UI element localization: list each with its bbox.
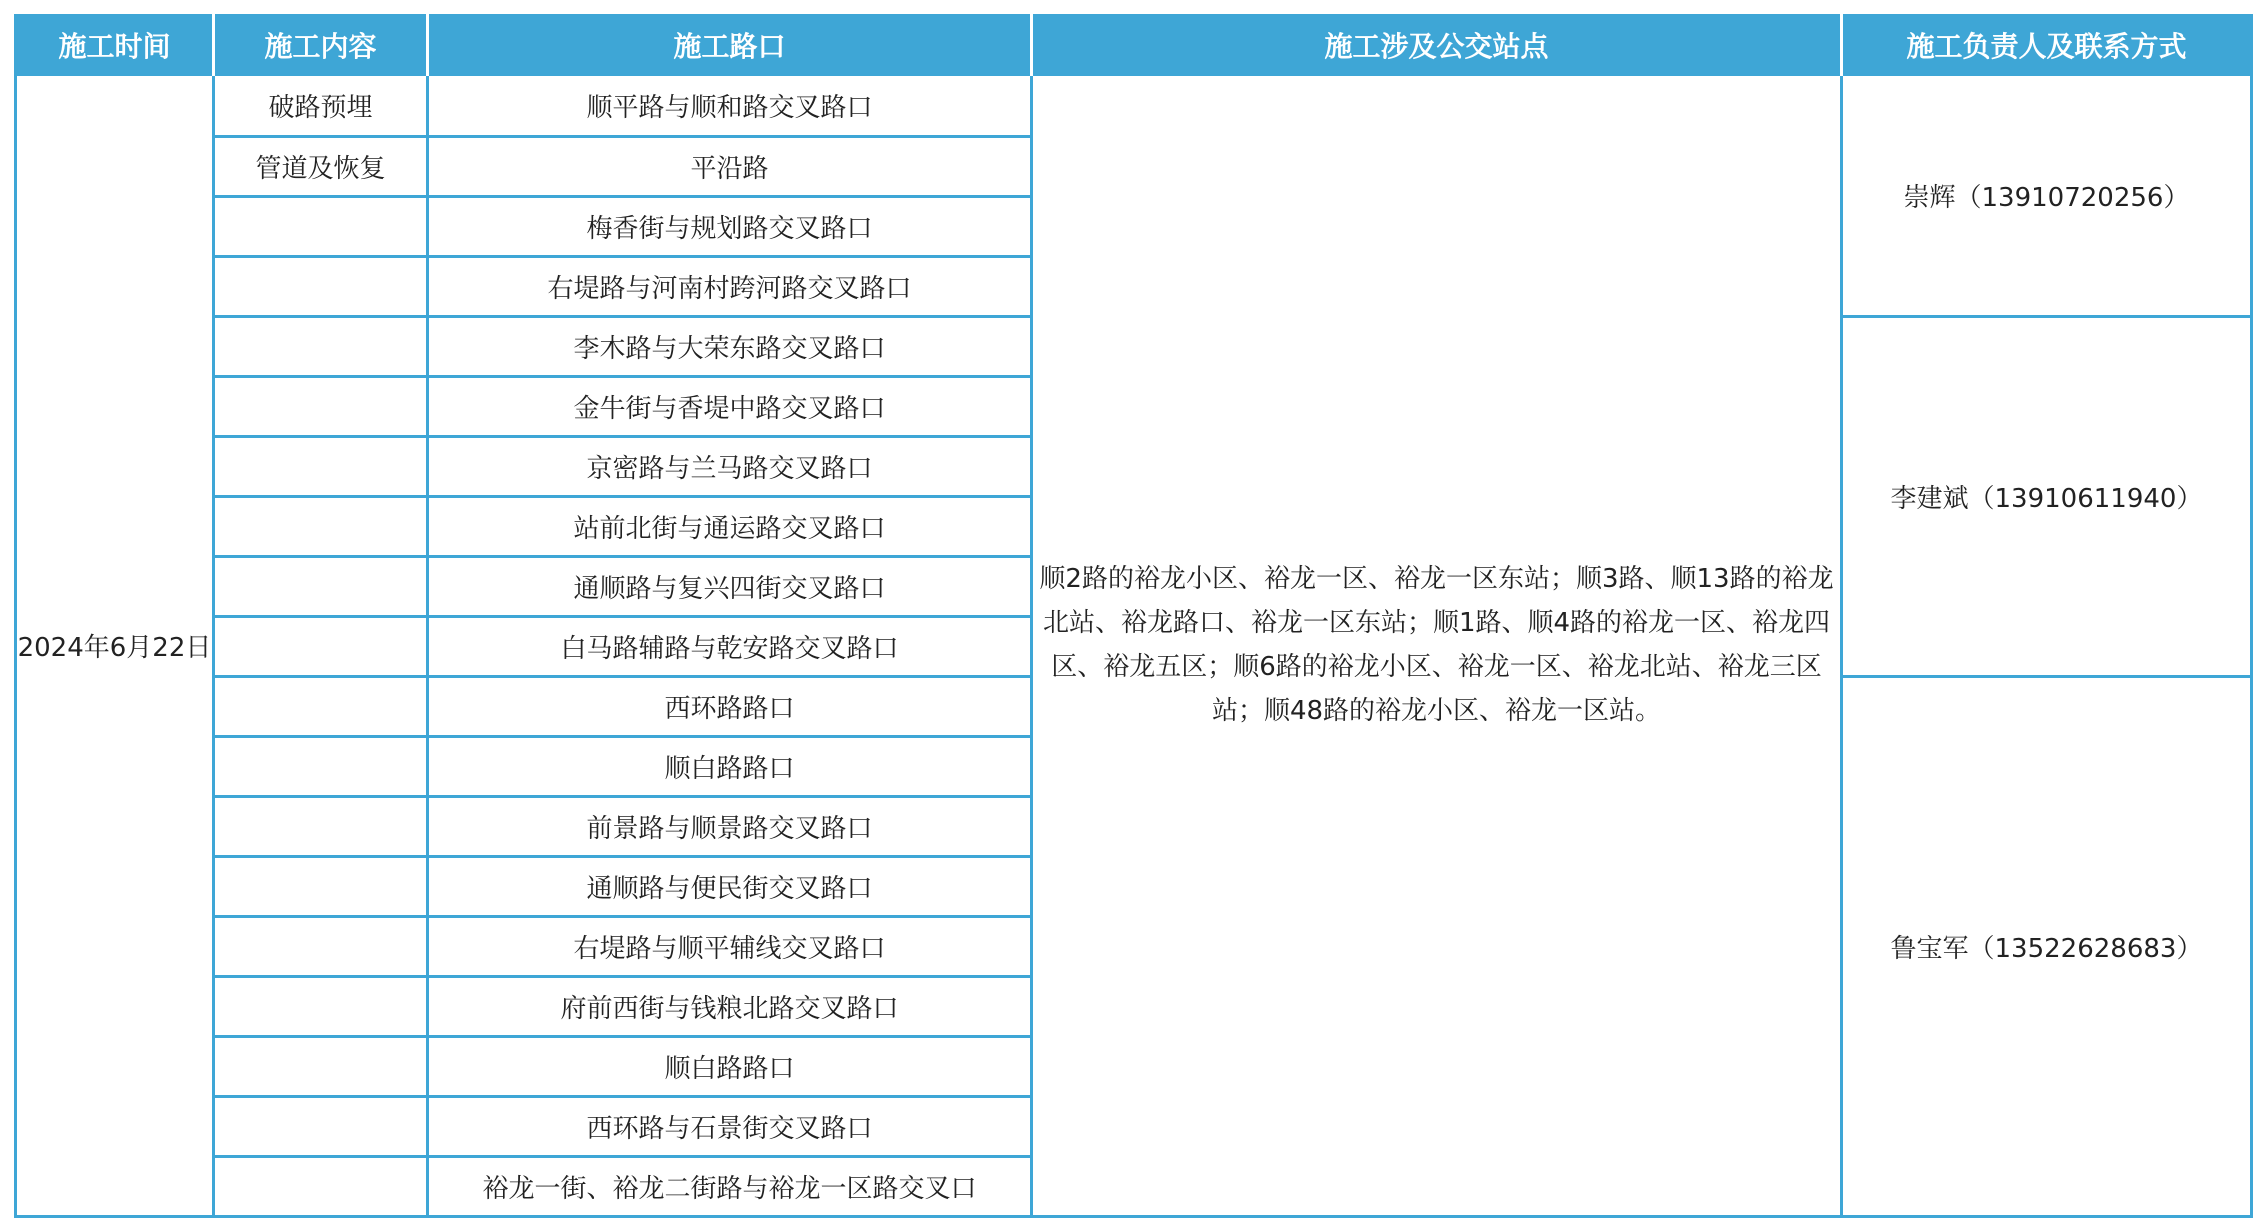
stations-cell: 顺2路的裕龙小区、裕龙一区、裕龙一区东站；顺3路、顺13路的裕龙北站、裕龙路口、裕龙一区东站；顺1路、顺4路的裕龙一区、裕龙四区、裕龙五区；顺6路的裕龙小区、裕龙一区、裕龙北站、裕龙三区站；顺48路的裕龙小区、裕龙一区站。: [1032, 76, 1842, 1216]
intersection-cell: 京密路与兰马路交叉路口: [428, 436, 1032, 496]
content-cell: [214, 556, 428, 616]
content-cell: [214, 976, 428, 1036]
intersection-cell: 右堤路与顺平辅线交叉路口: [428, 916, 1032, 976]
header-intersection: 施工路口: [428, 14, 1032, 76]
content-cell: [214, 1156, 428, 1216]
intersection-cell: 府前西街与钱粮北路交叉路口: [428, 976, 1032, 1036]
contact-cell: 李建斌（13910611940）: [1842, 316, 2252, 676]
content-cell: [214, 916, 428, 976]
intersection-cell: 顺平路与顺和路交叉路口: [428, 76, 1032, 136]
content-cell: [214, 856, 428, 916]
content-cell: [214, 616, 428, 676]
header-row: [16, 14, 2252, 76]
intersection-cell: 梅香街与规划路交叉路口: [428, 196, 1032, 256]
content-cell: [214, 496, 428, 556]
content-cell: [214, 1096, 428, 1156]
content-cell: [214, 1036, 428, 1096]
content-cell: [214, 436, 428, 496]
content-cell: [214, 676, 428, 736]
contact-cell: 崇辉（13910720256）: [1842, 76, 2252, 316]
header-stations: 施工涉及公交站点: [1032, 14, 1842, 76]
intersection-cell: 西环路与石景街交叉路口: [428, 1096, 1032, 1156]
content-cell: [214, 376, 428, 436]
content-cell: [214, 196, 428, 256]
table-row: [16, 76, 2252, 136]
intersection-cell: 白马路辅路与乾安路交叉路口: [428, 616, 1032, 676]
date-cell: 2024年6月22日: [16, 76, 214, 1216]
content-cell: [214, 256, 428, 316]
content-cell: 破路预埋: [214, 76, 428, 136]
intersection-cell: 平沿路: [428, 136, 1032, 196]
content-cell: [214, 316, 428, 376]
construction-schedule-table: [14, 14, 2253, 1218]
content-cell: [214, 736, 428, 796]
header-content: 施工内容: [214, 14, 428, 76]
intersection-cell: 金牛街与香堤中路交叉路口: [428, 376, 1032, 436]
intersection-cell: 顺白路路口: [428, 1036, 1032, 1096]
content-cell: 管道及恢复: [214, 136, 428, 196]
intersection-cell: 通顺路与便民街交叉路口: [428, 856, 1032, 916]
intersection-cell: 裕龙一街、裕龙二街路与裕龙一区路交叉口: [428, 1156, 1032, 1216]
content-cell: [214, 796, 428, 856]
intersection-cell: 右堤路与河南村跨河路交叉路口: [428, 256, 1032, 316]
intersection-cell: 西环路路口: [428, 676, 1032, 736]
intersection-cell: 站前北街与通运路交叉路口: [428, 496, 1032, 556]
header-time: 施工时间: [16, 14, 214, 76]
contact-cell: 鲁宝军（13522628683）: [1842, 676, 2252, 1216]
header-contact: 施工负责人及联系方式: [1842, 14, 2252, 76]
intersection-cell: 通顺路与复兴四街交叉路口: [428, 556, 1032, 616]
intersection-cell: 顺白路路口: [428, 736, 1032, 796]
intersection-cell: 李木路与大荣东路交叉路口: [428, 316, 1032, 376]
intersection-cell: 前景路与顺景路交叉路口: [428, 796, 1032, 856]
